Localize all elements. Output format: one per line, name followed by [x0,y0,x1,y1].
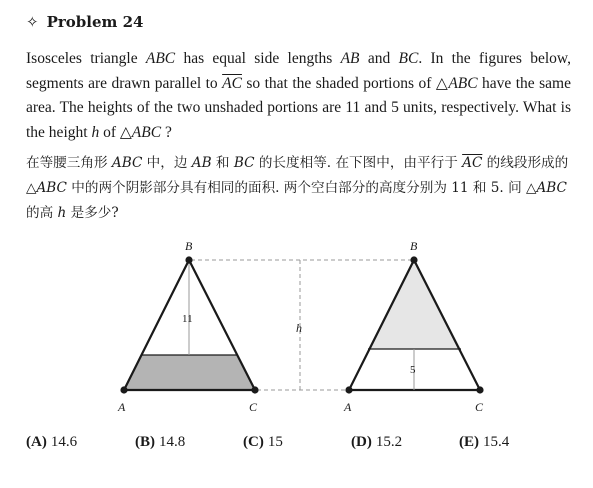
choice-b: (B) 14.8 [135,434,186,450]
right-label-c: C [475,400,484,414]
left-label-a: A [118,400,126,414]
choice-d: (D) 15.2 [351,434,403,450]
right-vertex-c [476,386,483,393]
right-height-value: 5 [410,364,416,376]
problem-text-english: Isosceles triangle ABC has equal side lengths AB and BC. In the figures below, segments are drawn parallel to $\overline{AC}$ so that the shaded portions of △ABC have the same area. The heights of the two unshaded portions are 11 and 5 units, respectively. What is the height h of △ABC ? [26,50,571,141]
right-label-a: A [344,400,352,414]
left-label-c: C [249,400,258,414]
left-vertex-b [185,256,192,263]
problem-text-chinese: 在等腰三角形 ABC 中，边 AB 和 BC 的长度相等. 在下图中，由平行于 $\overline{AC}$ 的线段形成的 △ABC 中的两个阴影部分具有相同的面积. 两个空白部分的高度分别为 11 和 5. 问 △ABC 的高 h 是多少? [26,155,569,221]
right-shaded-region [368,260,461,349]
problem-title: Problem 24 [46,13,144,31]
choice-e: (E) 15.4 [459,434,510,450]
right-label-b: B [410,239,418,253]
height-h-label: h [296,321,302,335]
left-height-value: 11 [182,313,193,325]
right-vertex-b [410,256,417,263]
left-vertex-c [251,386,258,393]
left-shaded-region [124,355,255,390]
diamond-icon: ✧ [26,13,39,31]
problem-header [26,13,143,31]
triangle-figure [0,232,593,422]
left-vertex-a [120,386,127,393]
right-vertex-a [345,386,352,393]
choice-c: (C) 15 [243,434,283,450]
choice-a: (A) 14.6 [26,434,78,450]
left-label-b: B [185,239,193,253]
